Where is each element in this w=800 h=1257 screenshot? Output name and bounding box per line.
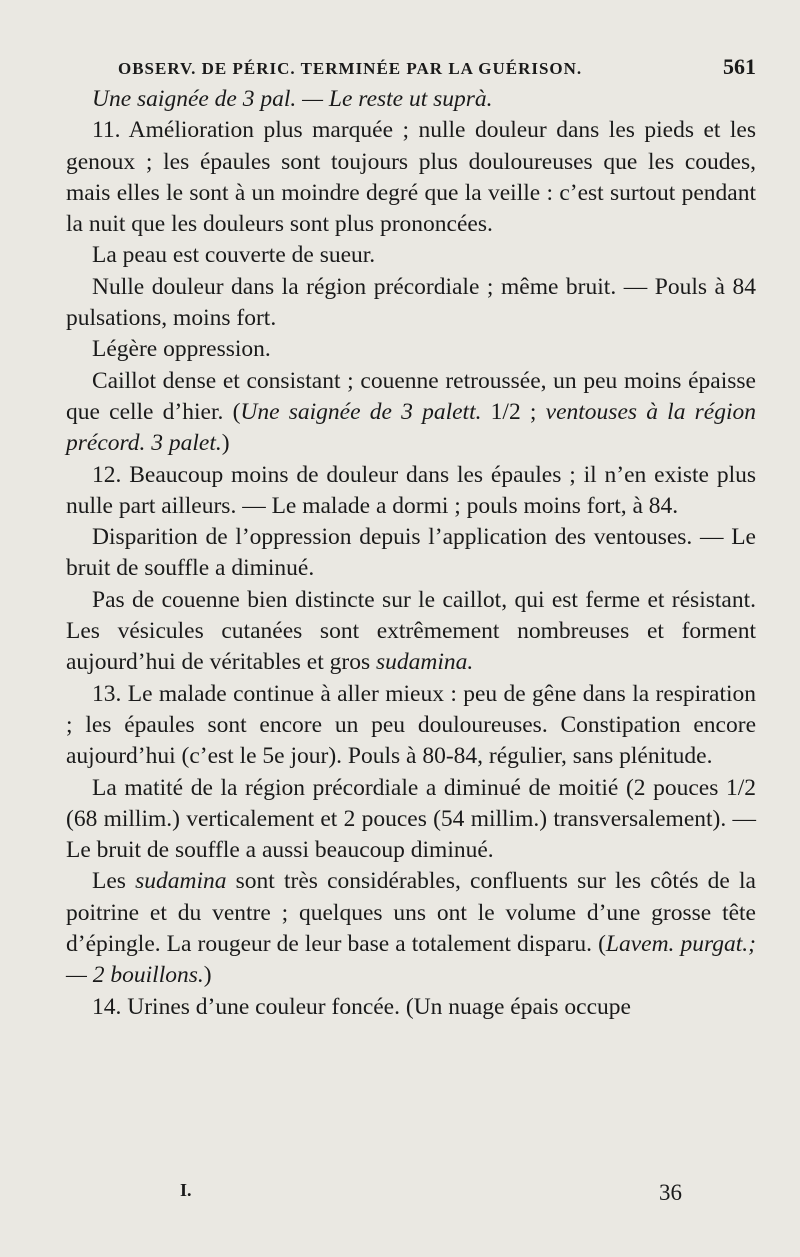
paragraph [66,585,756,679]
italic-text: ventouses à la région précord. 3 palet. [66,398,757,457]
italic-text: Une saignée de 3 pal. — Le reste ut suprà. [92,86,493,112]
sheet-number: 36 [659,1180,682,1205]
paragraph [66,84,756,115]
italic-text: sudamina [135,868,227,895]
running-title: OBSERV. DE PÉRIC. TERMINÉE PAR LA GUÉRISON. [118,59,583,78]
text-run: Disparition de l’oppression depuis l’application des ventouses. — Le bruit de souffle a diminué. [66,524,756,582]
text-run: sont très considérables, confluents sur les côtés de la poitrine et du ventre ; quelques uns ont le volume d’une grosse tête d’épingle. La rougeur de leur base a totalement disparu. ( [66,868,756,958]
text-run: La matité de la région précordiale a diminué de moitié (2 pouces 1/2 (68 millim.) verticalement et 2 pouces (54 millim.) transversalement). — Le bruit de souffle a aussi beaucoup diminué. [66,774,756,864]
text-run: La peau est couverte de sueur. [92,242,376,269]
text-run: 12. Beaucoup moins de douleur dans les épaules ; il n’en existe plus nulle part ailleurs. — Le malade a dormi ; pouls moins fort, à 84. [66,461,756,519]
text-run: 14. Urines d’une couleur foncée. (Un nuage épais occupe [92,993,631,1020]
page-number: 561 [723,54,756,79]
text-run: Légère oppression. [92,336,271,363]
text-run: ) [221,430,230,457]
text-run: Caillot dense et consistant ; couenne retroussée, un peu moins épaisse que celle d’hier. ( [66,367,756,425]
text-run: 11. Amélioration plus marquée ; nulle douleur dans les pieds et les genoux ; les épaules sont toujours plus douloureuses que les coudes, mais elles le sont à un moindre degré que la veille : c’est surtout pendant la nuit que les douleurs sont plus prononcées. [66,117,756,238]
paragraph [66,334,756,365]
running-header [66,54,756,80]
paragraph [66,240,756,271]
text-run: 13. Le malade continue à aller mieux : peu de gêne dans la respiration ; les épaules sont encore un peu douloureuses. Constipation encore aujourd’hui (c’est le 5e jour). Pouls à 80-84, régulier, sans plénitude. [66,680,756,770]
text-run: Les [92,868,136,895]
paragraph [66,460,756,523]
signature-mark: I. [180,1180,192,1200]
text-run: Pas de couenne bien distincte sur le caillot, qui est ferme et résistant. Les vésicules cutanées sont extrêmement nombreuses et forment aujourd’hui de véritables et gros [66,586,756,676]
paragraph [66,115,756,240]
body-text [66,84,756,1023]
paragraph [66,366,756,460]
text-run: 1/2 ; [481,398,546,425]
italic-text: Une saignée de 3 palett. [240,398,482,425]
paragraph [66,522,756,585]
text-run: Nulle douleur dans la région précordiale ; même bruit. — Pouls à 84 pulsations, moins fort. [66,273,756,332]
italic-text: sudamina. [375,649,474,676]
text-run: ) [203,962,212,989]
italic-text: Lavem. purgat.; — 2 bouillons. [66,931,756,989]
paragraph [66,773,756,867]
paragraph [66,272,756,335]
paragraph [66,866,756,991]
paragraph [66,679,756,773]
paragraph [66,992,756,1023]
page-footer [180,1180,682,1206]
